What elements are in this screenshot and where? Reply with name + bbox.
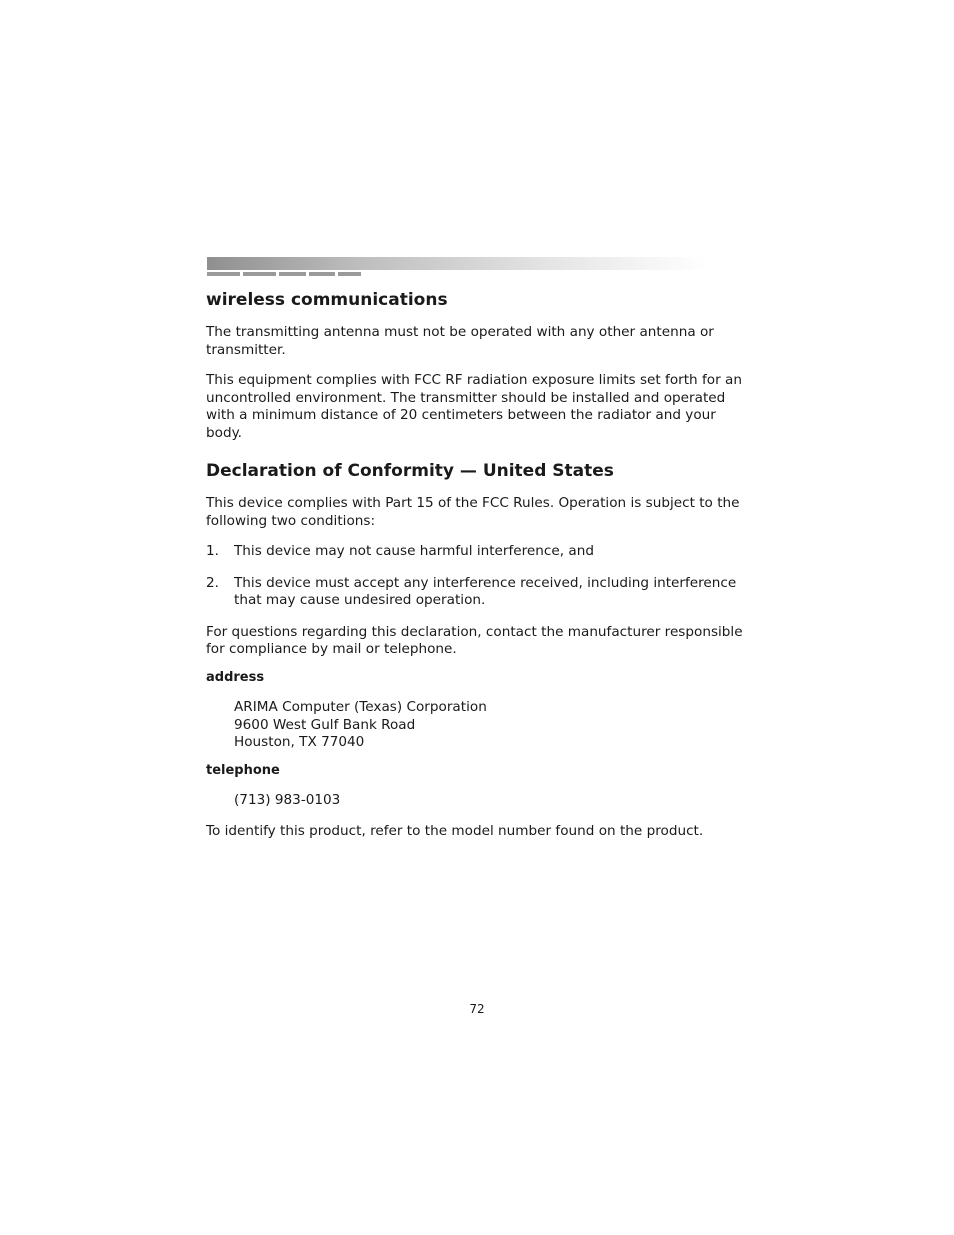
contact-paragraph: For questions regarding this declaration, contact the manufacturer responsible for compliance by mail or telephone.	[206, 623, 743, 657]
list-item	[206, 543, 751, 561]
address-line: Houston, TX 77040	[234, 734, 365, 750]
conditions-list	[206, 543, 751, 610]
list-item-number: 1.	[206, 543, 219, 559]
header-segment	[207, 272, 240, 276]
declaration-intro: This device complies with Part 15 of the FCC Rules. Operation is subject to the following two conditions:	[206, 495, 740, 529]
address-line: 9600 West Gulf Bank Road	[234, 716, 416, 733]
list-item	[206, 575, 751, 610]
list-item-number: 2.	[206, 574, 219, 591]
address-block	[234, 699, 751, 752]
telephone-number: (713) 983-0103	[234, 792, 341, 808]
address-label: address	[206, 669, 265, 685]
list-item-text: This device may not cause harmful interference, and	[234, 543, 594, 559]
header-segment	[243, 272, 276, 276]
header-segment	[338, 272, 361, 276]
wireless-paragraph-2: This equipment complies with FCC RF radiation exposure limits set forth for an uncontrolled environment. The transmitter should be installed and operated with a minimum distance of 20 centimeters between the radiator and your body.	[206, 372, 742, 441]
header-gradient-bar	[207, 257, 707, 270]
wireless-heading: wireless communications	[206, 290, 448, 310]
page-content	[206, 289, 751, 840]
header-segment	[309, 272, 335, 276]
header-segments	[207, 272, 364, 276]
address-line: ARIMA Computer (Texas) Corporation	[234, 699, 487, 715]
closing-paragraph: To identify this product, refer to the model number found on the product.	[206, 822, 704, 839]
page-number: 72	[469, 1002, 485, 1016]
declaration-heading: Declaration of Conformity — United States	[206, 461, 614, 481]
list-item-text: This device must accept any interference received, including interference that may cause undesired operation.	[234, 574, 737, 608]
wireless-paragraph-1: The transmitting antenna must not be operated with any other antenna or transmitter.	[206, 324, 714, 358]
header-segment	[279, 272, 306, 276]
telephone-label: telephone	[206, 762, 280, 778]
